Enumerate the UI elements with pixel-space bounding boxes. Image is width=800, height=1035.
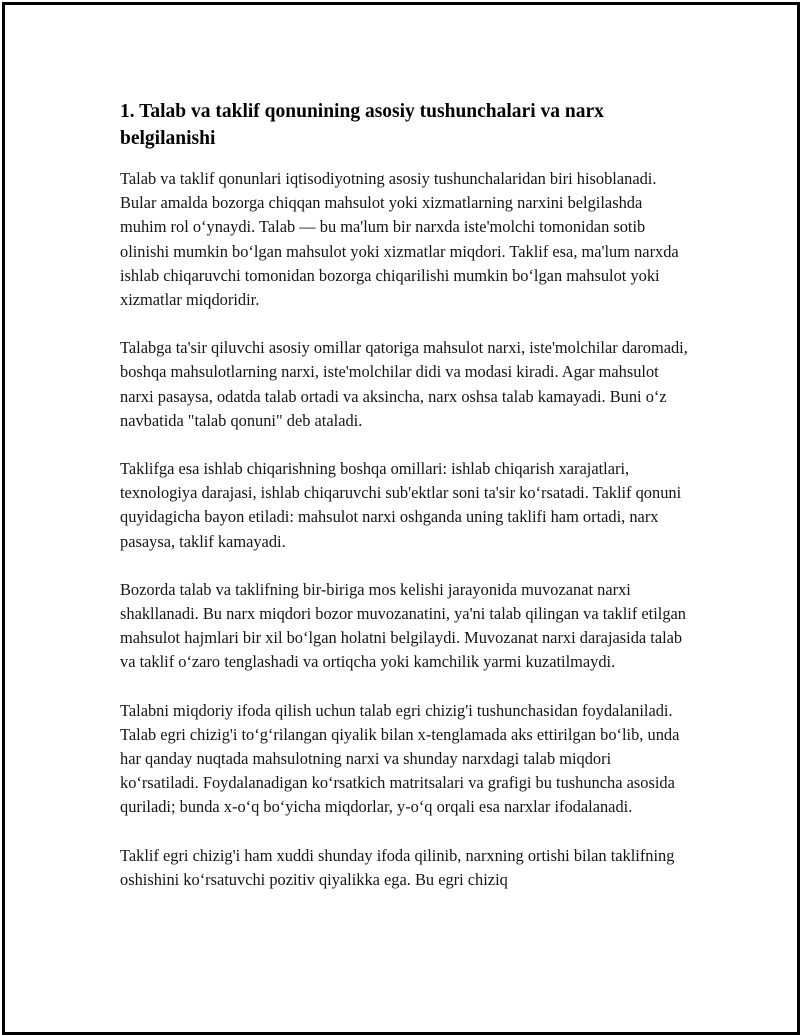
page-frame [2, 2, 800, 1035]
document-body [120, 98, 690, 916]
paragraph: Talabni miqdoriy ifoda qilish uchun talab egri chizig'i tushunchasidan foydalaniladi. Talab egri chizig'i to‘g‘rilangan qiyalik bilan x-tenglamada aks ettirilgan bo‘lib, unda har qanday nuqtada mahsulotning narxi va shunday narxdagi talab miqdori ko‘rsatiladi. Foydalanadigan ko‘rsatkich matritsalari va grafigi bu tushuncha asosida quriladi; bunda x-o‘q bo‘yicha miqdorlar, y-o‘q orqali esa narxlar ifodalanadi. [120, 700, 680, 817]
section-title: 1. Talab va taklif qonunining asosiy tushunchalari va narx belgilanishi [120, 101, 604, 149]
paragraph: Talabga ta'sir qiluvchi asosiy omillar qatoriga mahsulot narxi, iste'molchilar daromadi, boshqa mahsulotlarning narxi, iste'molchilar didi va modasi kiradi. Agar mahsulot narxi pasaysa, odatda talab ortadi va aksincha, narx oshsa talab kamayadi. Buni o‘z navbatida "talab qonuni" deb ataladi. [120, 338, 688, 430]
paragraph: Taklifga esa ishlab chiqarishning boshqa omillari: ishlab chiqarish xarajatlari, texnologiya darajasi, ishlab chiqaruvchi sub'ektlar soni ta'sir ko‘rsatadi. Taklif qonuni quyidagicha bayon etiladi: mahsulot narxi oshganda uning taklifi ham ortadi, narx pasaysa, taklif kamayadi. [120, 459, 682, 551]
paragraph: Talab va taklif qonunlari iqtisodiyotning asosiy tushunchalaridan biri hisoblanadi. Bular amalda bozorga chiqqan mahsulot yoki xizmatlarning narxini belgilashda muhim rol o‘ynaydi. Talab — bu ma'lum bir narxda iste'molchi tomonidan sotib olinishi mumkin bo‘lgan mahsulot yoki xizmatlar miqdori. Taklif esa, ma'lum narxda ishlab chiqaruvchi tomonidan bozorga chiqarilishi mumkin bo‘lgan mahsulot yoki xizmatlar miqdoridir. [120, 169, 679, 310]
paragraph: Taklif egri chizig'i ham xuddi shunday ifoda qilinib, narxning ortishi bilan taklifning oshishini ko‘rsatuvchi pozitiv qiyalikka ega. Bu egri chiziq [120, 845, 675, 889]
paragraph: Bozorda talab va taklifning bir-biriga mos kelishi jarayonida muvozanat narxi shakllanadi. Bu narx miqdori bozor muvozanatini, ya'ni talab qilingan va taklif etilgan mahsulot hajmlari bir xil bo‘lgan holatni belgilaydi. Muvozanat narxi darajasida talab va taklif o‘zaro tenglashadi va ortiqcha yoki kamchilik yarmi kuzatilmaydi. [120, 579, 687, 672]
